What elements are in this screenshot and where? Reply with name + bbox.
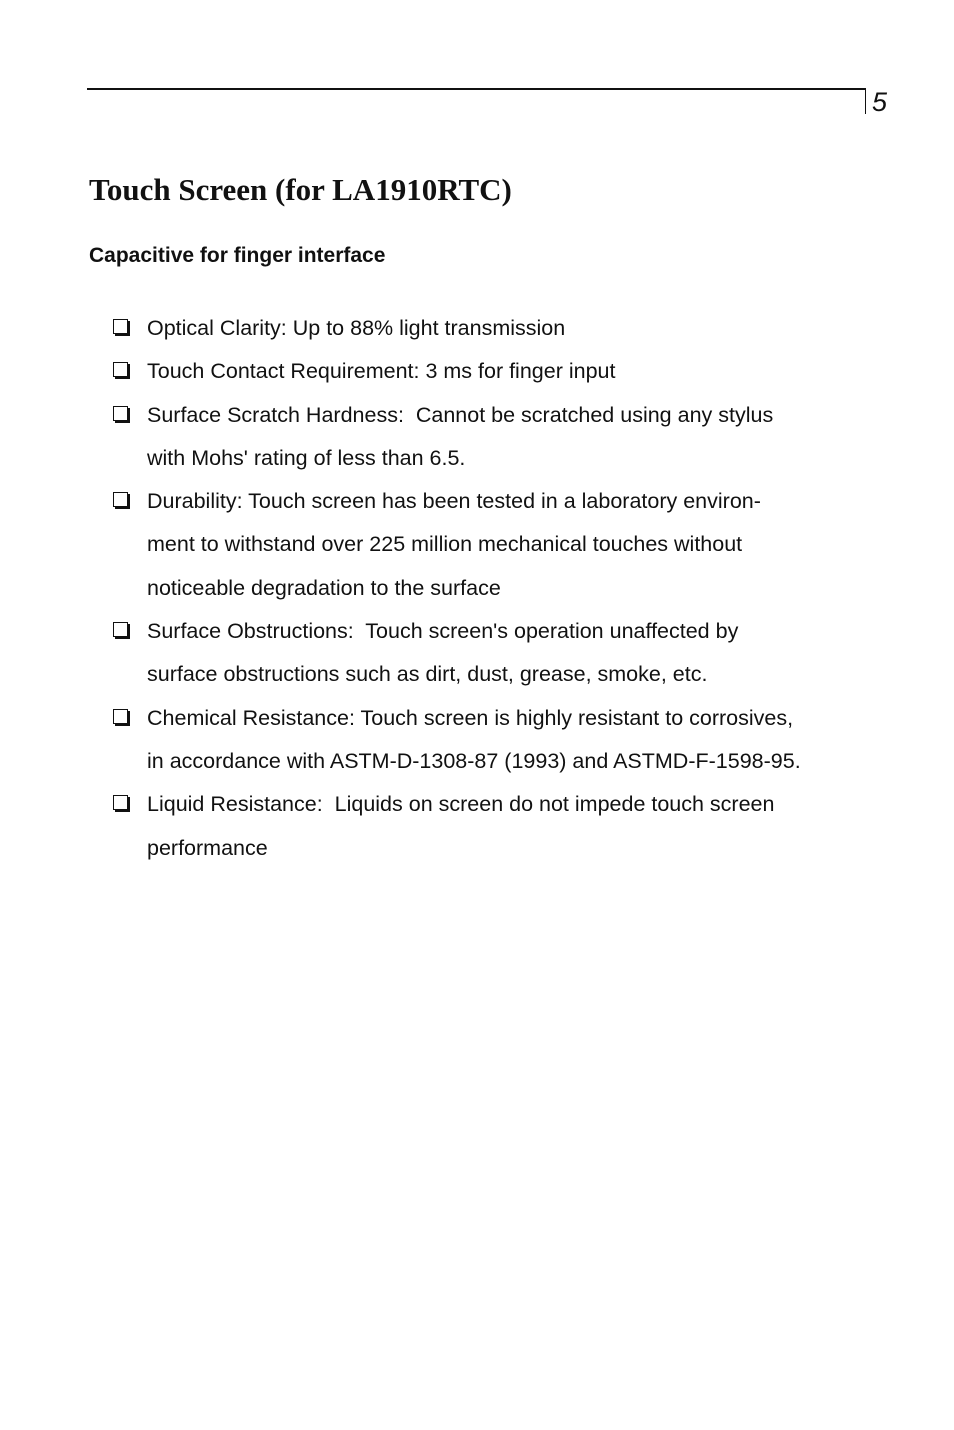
spec-text-line: Liquid Resistance: Liquids on screen do not impede touch screen xyxy=(147,792,775,817)
page-title: Touch Screen (for LA1910RTC) xyxy=(89,172,512,207)
spec-text-line: ment to withstand over 225 million mechanical touches without xyxy=(147,532,743,557)
spec-text-line: Surface Scratch Hardness: Cannot be scratched using any stylus xyxy=(147,402,774,427)
checkbox-icon xyxy=(113,795,128,810)
header-divider xyxy=(865,88,866,114)
checkbox-icon xyxy=(113,406,128,421)
checkbox-icon xyxy=(113,709,128,724)
header-rule xyxy=(87,88,866,90)
list-item xyxy=(112,697,902,784)
spec-text-line: with Mohs' rating of less than 6.5. xyxy=(147,445,466,470)
spec-text-line: in accordance with ASTM-D-1308-87 (1993) and ASTMD-F-1598-95. xyxy=(147,748,801,773)
list-item xyxy=(112,350,902,393)
checkbox-icon xyxy=(113,319,128,334)
list-item xyxy=(112,394,902,481)
checkbox-icon xyxy=(113,362,128,377)
checkbox-icon xyxy=(113,492,128,507)
spec-text-line: Chemical Resistance: Touch screen is highly resistant to corrosives, xyxy=(147,705,794,730)
spec-text-line: Optical Clarity: Up to 88% light transmission xyxy=(147,316,566,340)
spec-text-line: Durability: Touch screen has been tested in a laboratory environ- xyxy=(147,489,761,514)
section-subtitle: Capacitive for finger interface xyxy=(89,244,386,267)
list-item xyxy=(112,610,902,697)
checkbox-icon xyxy=(113,622,128,637)
spec-list xyxy=(112,307,902,870)
spec-text-line: Touch Contact Requirement: 3 ms for finger input xyxy=(147,359,616,384)
page-number: 5 xyxy=(872,87,888,117)
spec-text-line: Surface Obstructions: Touch screen's operation unaffected by xyxy=(147,619,739,644)
spec-text-line: surface obstructions such as dirt, dust, grease, smoke, etc. xyxy=(147,662,708,687)
list-item xyxy=(112,783,902,870)
list-item xyxy=(112,307,902,350)
list-item xyxy=(112,480,902,610)
spec-text-line: performance xyxy=(147,835,268,860)
spec-text-line: noticeable degradation to the surface xyxy=(147,575,501,600)
